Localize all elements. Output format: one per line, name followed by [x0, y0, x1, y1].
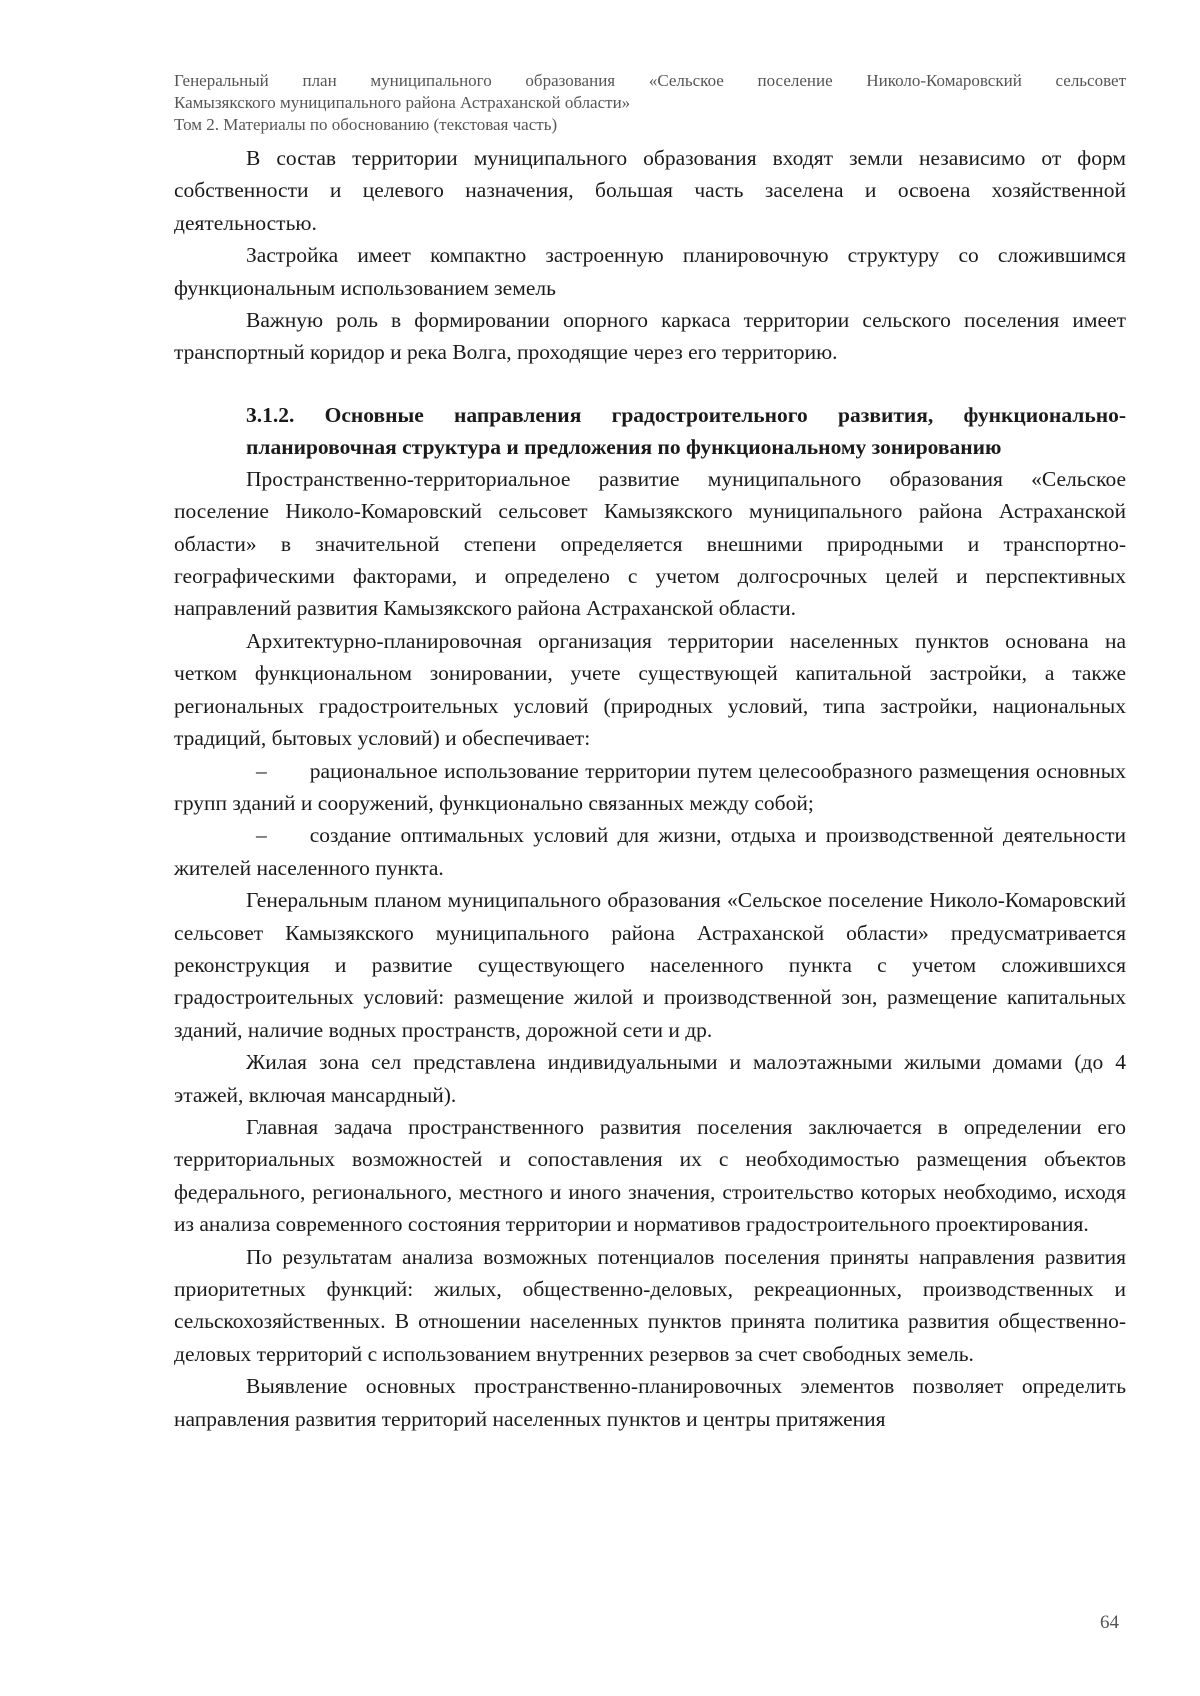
page-number: 64 [1100, 1612, 1119, 1633]
paragraph: Главная задача пространственного развития поселения заключается в определении его территориальных возможностей и сопоставления их с необходимостью размещения объектов федерального, регионального, местного и иного значения, строительство которых необходимо, исходя из анализа современного состояния территории и нормативов градостроительного проектирования. [174, 1114, 1126, 1237]
paragraph: Жилая зона сел представлена индивидуальными и малоэтажными жилыми домами (до 4 этажей, включая мансардный). [174, 1050, 1126, 1107]
header-line-2: Камызякского муниципального района Астраханской области» [174, 93, 631, 112]
paragraph: Генеральным планом муниципального образования «Сельское поселение Николо-Комаровский сельсовет Камызякского муниципального района Астраханской области» предусматривается реконструкция и развитие существующего населенного пункта с учетом сложившихся градостроительных условий: размещение жилой и производственной зон, размещение капитальных зданий, наличие водных пространств, дорожной сети и др. [174, 888, 1126, 1042]
paragraph: Выявление основных пространственно-планировочных элементов позволяет определить направления развития территорий населенных пунктов и центры притяжения [174, 1374, 1126, 1431]
section-heading-line-1: 3.1.2. Основные направления градостроительного развития, функционально- [246, 402, 1126, 427]
paragraph: Застройка имеет компактно застроенную планировочную структуру со сложившимся функциональным использованием земель [174, 243, 1126, 300]
section-heading [174, 399, 1126, 463]
paragraph: Пространственно-территориальное развитие муниципального образования «Сельское поселение Николо-Комаровский сельсовет Камызякского муниципального района Астраханской области» в значительной степени определяется внешними природными и транспортно-географическими факторами, и определено с учетом долгосрочных целей и перспективных направлений развития Камызякского района Астраханской области. [174, 466, 1126, 621]
paragraph: В состав территории муниципального образования входят земли независимо от форм собственности и целевого назначения, большая часть заселена и освоена хозяйственной деятельностью. [174, 146, 1126, 235]
paragraph: По результатам анализа возможных потенциалов поселения приняты направления развития приоритетных функций: жилых, общественно-деловых, рекреационных, производственных и сельскохозяйственных. В отношении населенных пунктов принята политика развития общественно-деловых территорий с использованием внутренних резервов за счет свободных земель. [174, 1244, 1126, 1366]
dash-list-item: – рациональное использование территории путем целесообразного размещения основных групп зданий и сооружений, функционально связанных между собой; [174, 758, 1126, 815]
header-line-3: Том 2. Материалы по обоснованию (текстовая часть) [174, 115, 558, 134]
paragraph: Важную роль в формировании опорного каркаса территории сельского поселения имеет транспортный коридор и река Волга, проходящие через его территорию. [174, 308, 1126, 365]
running-header [174, 70, 1126, 136]
header-line-1: Генеральный план муниципального образования «Сельское поселение Николо-Комаровский сельсовет [174, 71, 1126, 90]
document-body [174, 142, 1126, 1435]
section-heading-line-2: планировочная структура и предложения по функциональному зонированию [246, 434, 1002, 459]
dash-list-item: – создание оптимальных условий для жизни, отдыха и производственной деятельности жителей населенного пункта. [174, 823, 1126, 880]
paragraph: Архитектурно-планировочная организация территории населенных пунктов основана на четком функциональном зонировании, учете существующей капитальной застройки, а также региональных градостроительных условий (природных условий, типа застройки, национальных традиций, бытовых условий) и обеспечивает: [174, 628, 1126, 751]
